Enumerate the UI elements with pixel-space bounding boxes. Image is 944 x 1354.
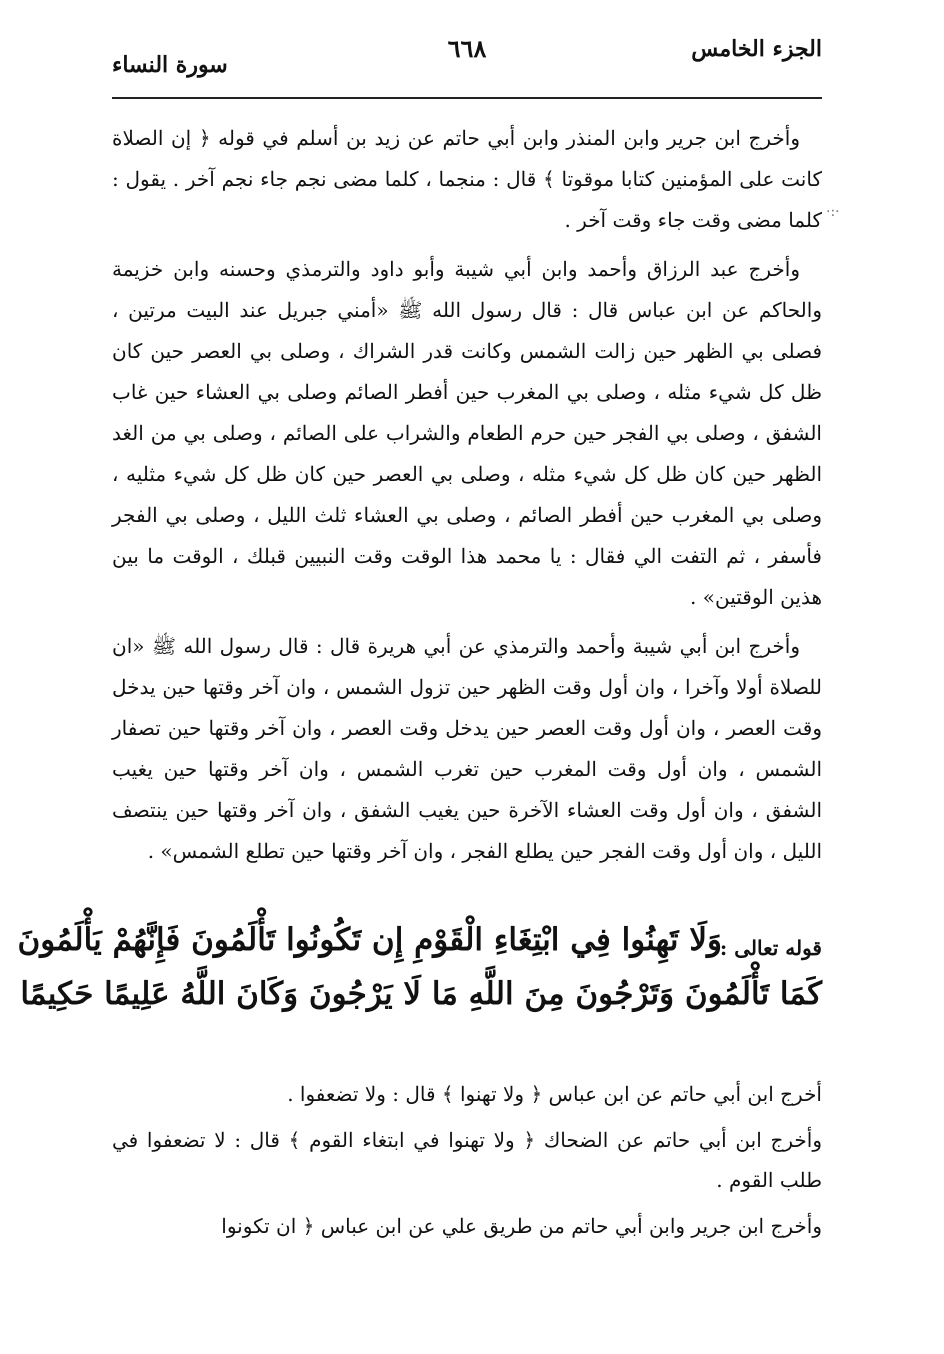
commentary-text [112, 1074, 822, 1252]
page-header [112, 30, 822, 92]
main-text [112, 118, 822, 880]
verse-line-2-text: كَمَا تَأْلَمُونَ وَتَرْجُونَ مِنَ اللَّهِ مَا لَا يَرْجُونَ وَكَانَ اللَّهُ عَلِيمًا حَكِيمًا [20, 976, 822, 1012]
part-title: الجزء الخامس [691, 36, 822, 62]
tail-paragraph-3: وأخرج ابن جرير وابن أبي حاتم من طريق علي عن ابن عباس ﴿ ان تكونوا [221, 1214, 822, 1238]
paragraph-2: وأخرج عبد الرزاق وأحمد وابن أبي شيبة وأبو داود والترمذي وحسنه وابن خزيمة والحاكم عن ابن عباس قال : قال رسول الله ﷺ «أمني جبريل عند البيت مرتين ، فصلى بي الظهر حين زالت الشمس وكانت قدر الشراك ، وصلى بي العصر حين كان ظل كل شيء مثله ، وصلى بي المغرب حين أفطر الصائم وصلى بي العشاء حين غاب الشفق ، وصلى بي الفجر حين حرم الطعام والشراب على الصائم ، وصلى بي من الغد الظهر حين كان ظل كل شيء مثله ، وصلى بي العصر حين كان ظل كل شيء مثليه ، وصلى بي المغرب حين أفطر الصائم ، وصلى بي العشاء ثلث الليل ، وصلى بي الفجر فأسفر ، ثم التفت الي فقال : يا محمد هذا الوقت وقت النبيين قبلك ، الوقت ما بين هذين الوقتين» . [112, 257, 822, 609]
tail-paragraph-2: وأخرج ابن أبي حاتم عن الضحاك ﴿ ولا تهنوا في ابتغاء القوم ﴾ قال : لا تضعفوا في طلب القوم . [112, 1128, 822, 1192]
page-number: ٦٦٨ [447, 34, 487, 63]
margin-mark: ·:· [826, 204, 840, 220]
header-rule [112, 97, 822, 99]
verse-line-2 [20, 976, 822, 1012]
surah-title: سورة النساء [112, 52, 228, 78]
paragraph-1: وأخرج ابن جرير وابن المنذر وابن أبي حاتم عن زيد بن أسلم في قوله ﴿ إن الصلاة كانت على المؤمنين كتابا موقوتا ﴾ قال : منجما ، كلما مضى نجم جاء نجم آخر . يقول : كلما مضى وقت جاء وقت آخر . [112, 126, 822, 232]
verse-intro: قوله تعالى : [719, 936, 822, 960]
verse-line-1: وَلَا تَهِنُوا فِي ابْتِغَاءِ الْقَوْمِ إِن تَكُونُوا تَأْلَمُونَ فَإِنَّهُمْ يَأْلَمُونَ [17, 922, 722, 958]
tail-paragraph-1: أخرج ابن أبي حاتم عن ابن عباس ﴿ ولا تهنوا ﴾ قال : ولا تضعفوا . [287, 1082, 822, 1106]
paragraph-3: وأخرج ابن أبي شيبة وأحمد والترمذي عن أبي هريرة قال : قال رسول الله ﷺ «ان للصلاة أولا وآخرا ، وان أول وقت الظهر حين تزول الشمس ، وان آخر وقتها حين يدخل وقت العصر ، وان أول وقت العصر حين يدخل وقت العصر ، وان آخر وقتها حين تصفار الشمس ، وان أول وقت المغرب حين تغرب الشمس ، وان آخر وقتها حين يغيب الشفق ، وان أول وقت العشاء الآخرة حين يغيب الشفق ، وان آخر وقتها حين ينتصف الليل ، وان أول وقت الفجر حين يطلع الفجر ، وان آخر وقتها حين تطلع الشمس» . [112, 634, 822, 863]
quran-verse [17, 922, 822, 1032]
